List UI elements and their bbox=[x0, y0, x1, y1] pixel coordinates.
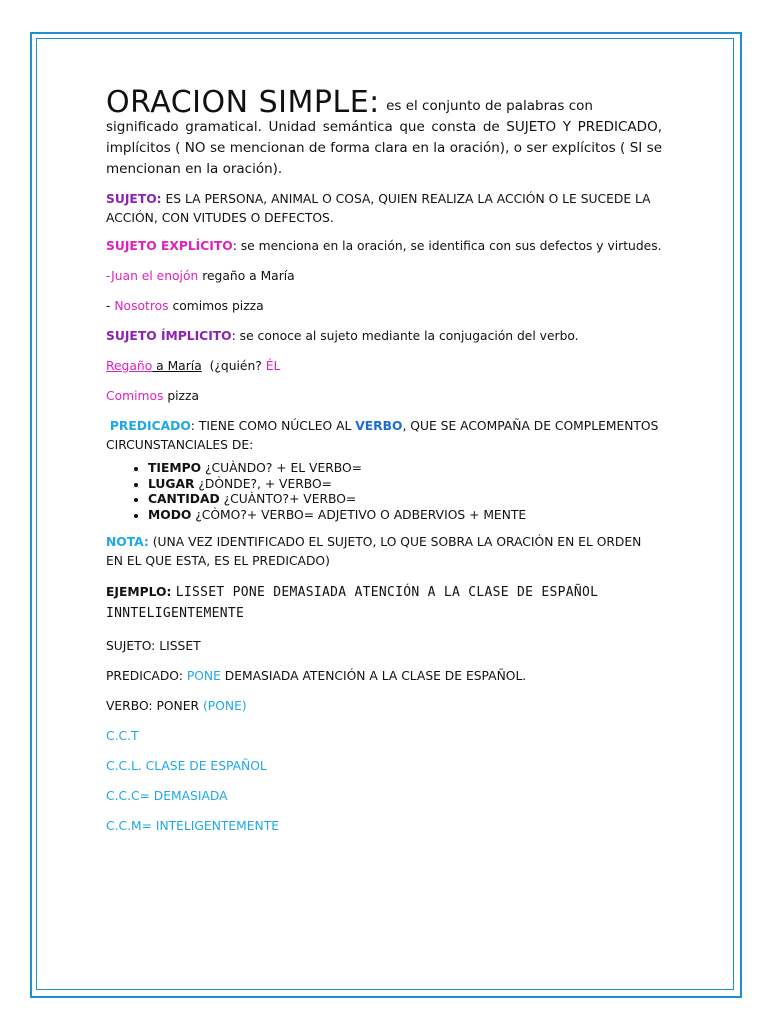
sujeto-implicito-text: : se conoce al sujeto mediante la conjugación del verbo. bbox=[231, 329, 579, 343]
complemento-label: LUGAR bbox=[148, 476, 195, 491]
analisis-verbo-label: VERBO: PONER bbox=[106, 699, 203, 713]
sujeto-label: SUJETO: bbox=[106, 192, 162, 206]
analisis-verbo-paren: (PONE) bbox=[202, 699, 247, 713]
example-3-answer: ÉL bbox=[265, 359, 281, 373]
nota-label: NOTA: bbox=[106, 535, 149, 549]
predicado-label: PREDICADO bbox=[109, 419, 191, 433]
analisis-predicado bbox=[106, 667, 662, 686]
analisis-ccl: C.C.L. CLASE DE ESPAÑOL bbox=[106, 759, 267, 773]
intro-paragraph: significado gramatical. Unidad semántica que consta de SUJETO Y PREDICADO, implícitos ( NO se mencionan de forma clara en la oración), o ser explícitos ( SI se mencionan en la oración). bbox=[106, 119, 662, 177]
title-rest: es el conjunto de palabras con bbox=[386, 98, 593, 114]
list-item bbox=[148, 461, 662, 477]
example-4 bbox=[106, 387, 662, 406]
ejemplo-colon: : bbox=[166, 585, 176, 599]
predicado-text-2: , QUE SE ACOMPAÑA DE COMPLEMENTOS CIRCUNSTANCIALES DE: bbox=[106, 419, 659, 452]
ejemplo-text: LISSET PONE DEMASIADA ATENCIÓN A LA CLASE DE ESPAÑOL INNTELIGENTEMENTE bbox=[106, 585, 599, 621]
predicado-verbo: VERBO bbox=[355, 419, 403, 433]
example-1-subject: -Juan el enojón bbox=[106, 269, 199, 283]
complemento-label: TIEMPO bbox=[148, 461, 202, 475]
example-3-question: (¿quién? bbox=[209, 359, 266, 373]
complemento-text: ¿DÒNDE?, + VERBO= bbox=[194, 476, 332, 491]
analisis-predicado-label: PREDICADO: bbox=[106, 669, 187, 683]
example-3-verb: Regaño bbox=[106, 359, 153, 373]
nota-text: (UNA VEZ IDENTIFICADO EL SUJETO, LO QUE SOBRA LA ORACIÓN EN EL ORDEN EN EL QUE ESTA, ES EL PREDICADO) bbox=[106, 535, 642, 568]
complementos-list bbox=[106, 461, 662, 523]
example-2-rest: comimos pizza bbox=[168, 299, 264, 313]
nota bbox=[106, 533, 662, 571]
complemento-text: ¿CUÀNTO?+ VERBO= bbox=[219, 492, 357, 506]
example-2-prefix: - bbox=[106, 299, 115, 313]
title-line bbox=[106, 85, 662, 120]
sujeto-explicito-label: SUJETO EXPLÍCITO bbox=[106, 239, 233, 253]
document-content bbox=[106, 85, 662, 836]
example-3-rest: a María bbox=[152, 359, 202, 373]
analisis-cct: C.C.T bbox=[106, 729, 139, 743]
sujeto-definition bbox=[106, 190, 662, 228]
analisis-ccc: C.C.C= DEMASIADA bbox=[106, 789, 228, 803]
complemento-text: ¿CÒMO?+ VERBO= ADJETIVO O ADBERVIOS + MENTE bbox=[191, 507, 527, 522]
ejemplo-label: EJEMPLO bbox=[106, 585, 167, 599]
sujeto-implicito-definition bbox=[106, 327, 662, 346]
list-item bbox=[148, 477, 662, 493]
page-title: ORACION SIMPLE: bbox=[106, 85, 380, 120]
sujeto-text: ES LA PERSONA, ANIMAL O COSA, QUIEN REALIZA LA ACCIÓN O LE SUCEDE LA ACCIÓN, CON VITUDES O DEFECTOS. bbox=[106, 192, 651, 225]
example-2-subject: Nosotros bbox=[114, 299, 169, 313]
predicado-definition bbox=[106, 417, 662, 455]
analisis-ccm: C.C.M= INTELIGENTEMENTE bbox=[106, 819, 280, 833]
sujeto-explicito-definition bbox=[106, 237, 662, 256]
sujeto-explicito-text: : se menciona en la oración, se identifica con sus defectos y virtudes. bbox=[232, 239, 662, 253]
analisis-predicado-verb: PONE bbox=[186, 669, 221, 683]
example-3 bbox=[106, 357, 662, 376]
list-item bbox=[148, 492, 662, 508]
sujeto-implicito-label: SUJETO ÍMPLICITO bbox=[106, 329, 232, 343]
example-1-rest: regaño a María bbox=[198, 269, 295, 283]
example-2 bbox=[106, 297, 662, 316]
example-4-rest: pizza bbox=[163, 389, 199, 403]
complemento-text: ¿CUÀNDO? + EL VERBO= bbox=[201, 461, 362, 475]
complemento-label: MODO bbox=[148, 507, 192, 522]
analisis-sujeto: SUJETO: LISSET bbox=[106, 639, 201, 653]
complemento-label: CANTIDAD bbox=[148, 492, 220, 506]
example-4-verb: Comimos bbox=[106, 389, 164, 403]
ejemplo-sentence bbox=[106, 582, 662, 624]
analisis-predicado-rest: DEMASIADA ATENCIÓN A LA CLASE DE ESPAÑOL. bbox=[220, 669, 527, 683]
example-1 bbox=[106, 267, 662, 286]
analisis-verbo bbox=[106, 697, 662, 716]
predicado-text-1: : TIENE COMO NÚCLEO AL bbox=[190, 419, 356, 433]
list-item bbox=[148, 508, 662, 524]
